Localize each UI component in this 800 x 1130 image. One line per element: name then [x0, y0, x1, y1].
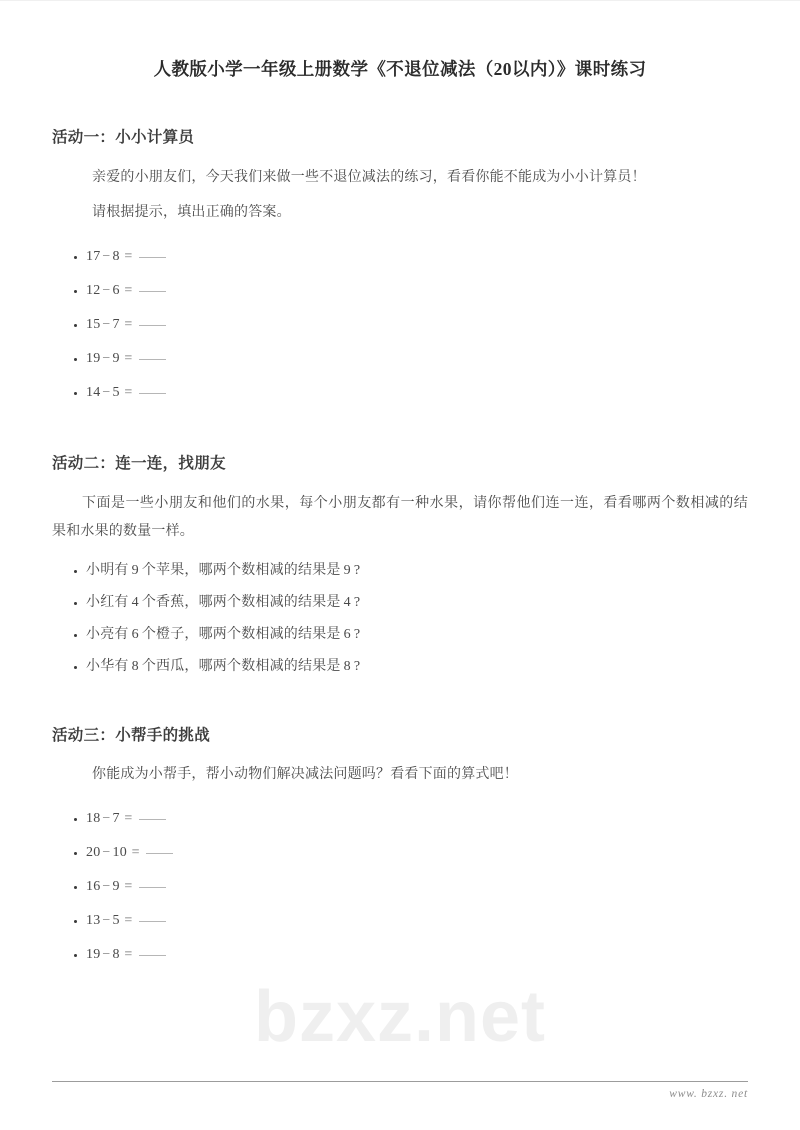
question-middle: 个橙子，哪两个数相减的结果是 — [141, 626, 341, 642]
equation — [86, 879, 166, 894]
answer-blank[interactable] — [139, 291, 166, 292]
operand-right: 7 — [112, 317, 120, 333]
answer-blank[interactable] — [139, 955, 166, 956]
question-mark: ? — [353, 626, 361, 642]
activity-two-question-list — [52, 545, 748, 686]
operand-left: 12 — [86, 283, 101, 299]
minus-icon: − — [102, 879, 111, 895]
operand-left: 20 — [86, 845, 101, 861]
list-item — [52, 874, 748, 908]
fruit-count: 4 — [131, 594, 139, 610]
equals-sign: = — [124, 913, 133, 929]
list-item — [52, 908, 748, 942]
page-footer — [52, 1081, 748, 1100]
section-activity-two — [52, 414, 748, 686]
page-content — [0, 1, 800, 976]
minus-icon: − — [102, 947, 111, 963]
list-item — [52, 622, 748, 654]
question-mark: ? — [353, 658, 361, 674]
target-answer: 4 — [343, 594, 351, 610]
question-prefix: 小明有 — [86, 562, 129, 578]
footer-website-url: www. bzxz. net — [669, 1088, 748, 1100]
equation — [86, 317, 166, 332]
activity-three-intro-paragraph: 你能成为小帮手，帮小动物们解决减法问题吗？看看下面的算式吧！ — [92, 767, 518, 783]
equation — [86, 283, 166, 298]
question-middle: 个香蕉，哪两个数相减的结果是 — [141, 594, 341, 610]
activity-one-problem-list — [52, 226, 748, 414]
minus-icon: − — [102, 283, 111, 299]
operand-left: 17 — [86, 249, 101, 265]
equals-sign: = — [124, 351, 133, 367]
fruit-count: 6 — [131, 626, 139, 642]
watermark-bzxz: bzxz.net — [253, 977, 547, 1057]
list-item — [52, 312, 748, 346]
minus-icon: − — [102, 811, 111, 827]
equals-sign: = — [124, 283, 133, 299]
answer-blank[interactable] — [139, 887, 166, 888]
footer-divider — [52, 1081, 748, 1082]
document-title: 人教版小学一年级上册数学《不退位减法（20以内）》课时练习 — [153, 59, 647, 79]
equals-sign: = — [124, 947, 133, 963]
equation — [86, 249, 166, 264]
question-prefix: 小华有 — [86, 658, 129, 674]
operand-right: 9 — [112, 879, 120, 895]
equation — [86, 385, 166, 400]
list-item — [52, 942, 748, 976]
list-item — [52, 380, 748, 414]
question-middle: 个苹果，哪两个数相减的结果是 — [141, 562, 341, 578]
operand-left: 13 — [86, 913, 101, 929]
operand-left: 18 — [86, 811, 101, 827]
question-mark: ? — [353, 562, 361, 578]
list-item — [52, 346, 748, 380]
list-item — [52, 278, 748, 312]
minus-icon: − — [102, 385, 111, 401]
operand-right: 8 — [112, 947, 120, 963]
target-answer: 8 — [343, 658, 351, 674]
operand-right: 9 — [112, 351, 120, 367]
list-item — [52, 840, 748, 874]
answer-blank[interactable] — [139, 359, 166, 360]
equation — [86, 947, 166, 962]
list-item — [52, 806, 748, 840]
list-item — [52, 244, 748, 278]
list-item — [52, 558, 748, 590]
minus-icon: − — [102, 845, 111, 861]
minus-icon: − — [102, 249, 111, 265]
activity-one-instruction-paragraph: 请根据提示，填出正确的答案。 — [92, 204, 291, 220]
minus-icon: − — [102, 351, 111, 367]
answer-blank[interactable] — [139, 921, 166, 922]
operand-right: 6 — [112, 283, 120, 299]
fruit-count: 8 — [131, 658, 139, 674]
operand-left: 16 — [86, 879, 101, 895]
equals-sign: = — [124, 385, 133, 401]
operand-right: 8 — [112, 249, 120, 265]
operand-left: 14 — [86, 385, 101, 401]
operand-left: 19 — [86, 351, 101, 367]
list-item — [52, 654, 748, 686]
equals-sign: = — [124, 811, 133, 827]
section-heading-activity-two: 活动二：连一连，找朋友 — [52, 455, 226, 473]
equals-sign: = — [124, 317, 133, 333]
fruit-count: 9 — [131, 562, 139, 578]
operand-right: 5 — [112, 913, 120, 929]
section-heading-activity-three: 活动三：小帮手的挑战 — [52, 726, 211, 744]
answer-blank[interactable] — [139, 393, 166, 394]
question-prefix: 小红有 — [86, 594, 129, 610]
section-activity-one — [52, 82, 748, 414]
equals-sign: = — [124, 249, 133, 265]
equation — [86, 845, 173, 860]
equation — [86, 913, 166, 928]
equation — [86, 351, 166, 366]
equals-sign: = — [124, 879, 133, 895]
operand-left: 19 — [86, 947, 101, 963]
activity-three-problem-list — [52, 788, 748, 976]
activity-one-intro-paragraph: 亲爱的小朋友们，今天我们来做一些不退位减法的练习，看看你能不能成为小小计算员！ — [92, 169, 646, 185]
operand-left: 15 — [86, 317, 101, 333]
question-prefix: 小亮有 — [86, 626, 129, 642]
target-answer: 6 — [343, 626, 351, 642]
question-middle: 个西瓜，哪两个数相减的结果是 — [141, 658, 341, 674]
activity-two-intro-paragraph: 下面是一些小朋友和他们的水果，每个小朋友都有一种水果，请你帮他们连一连，看看哪两个数相减的结果和水果的数量一样。 — [52, 496, 748, 539]
operand-right: 7 — [112, 811, 120, 827]
answer-blank[interactable] — [139, 819, 166, 820]
question-mark: ? — [353, 594, 361, 610]
answer-blank[interactable] — [146, 853, 173, 854]
target-answer: 9 — [343, 562, 351, 578]
operand-right: 10 — [112, 845, 127, 861]
operand-right: 5 — [112, 385, 120, 401]
section-heading-activity-one: 活动一：小小计算员 — [52, 129, 195, 147]
answer-blank[interactable] — [139, 257, 166, 258]
minus-icon: − — [102, 317, 111, 333]
answer-blank[interactable] — [139, 325, 166, 326]
list-item — [52, 590, 748, 622]
minus-icon: − — [102, 913, 111, 929]
section-activity-three — [52, 686, 748, 977]
equals-sign: = — [131, 845, 140, 861]
equation — [86, 811, 166, 826]
